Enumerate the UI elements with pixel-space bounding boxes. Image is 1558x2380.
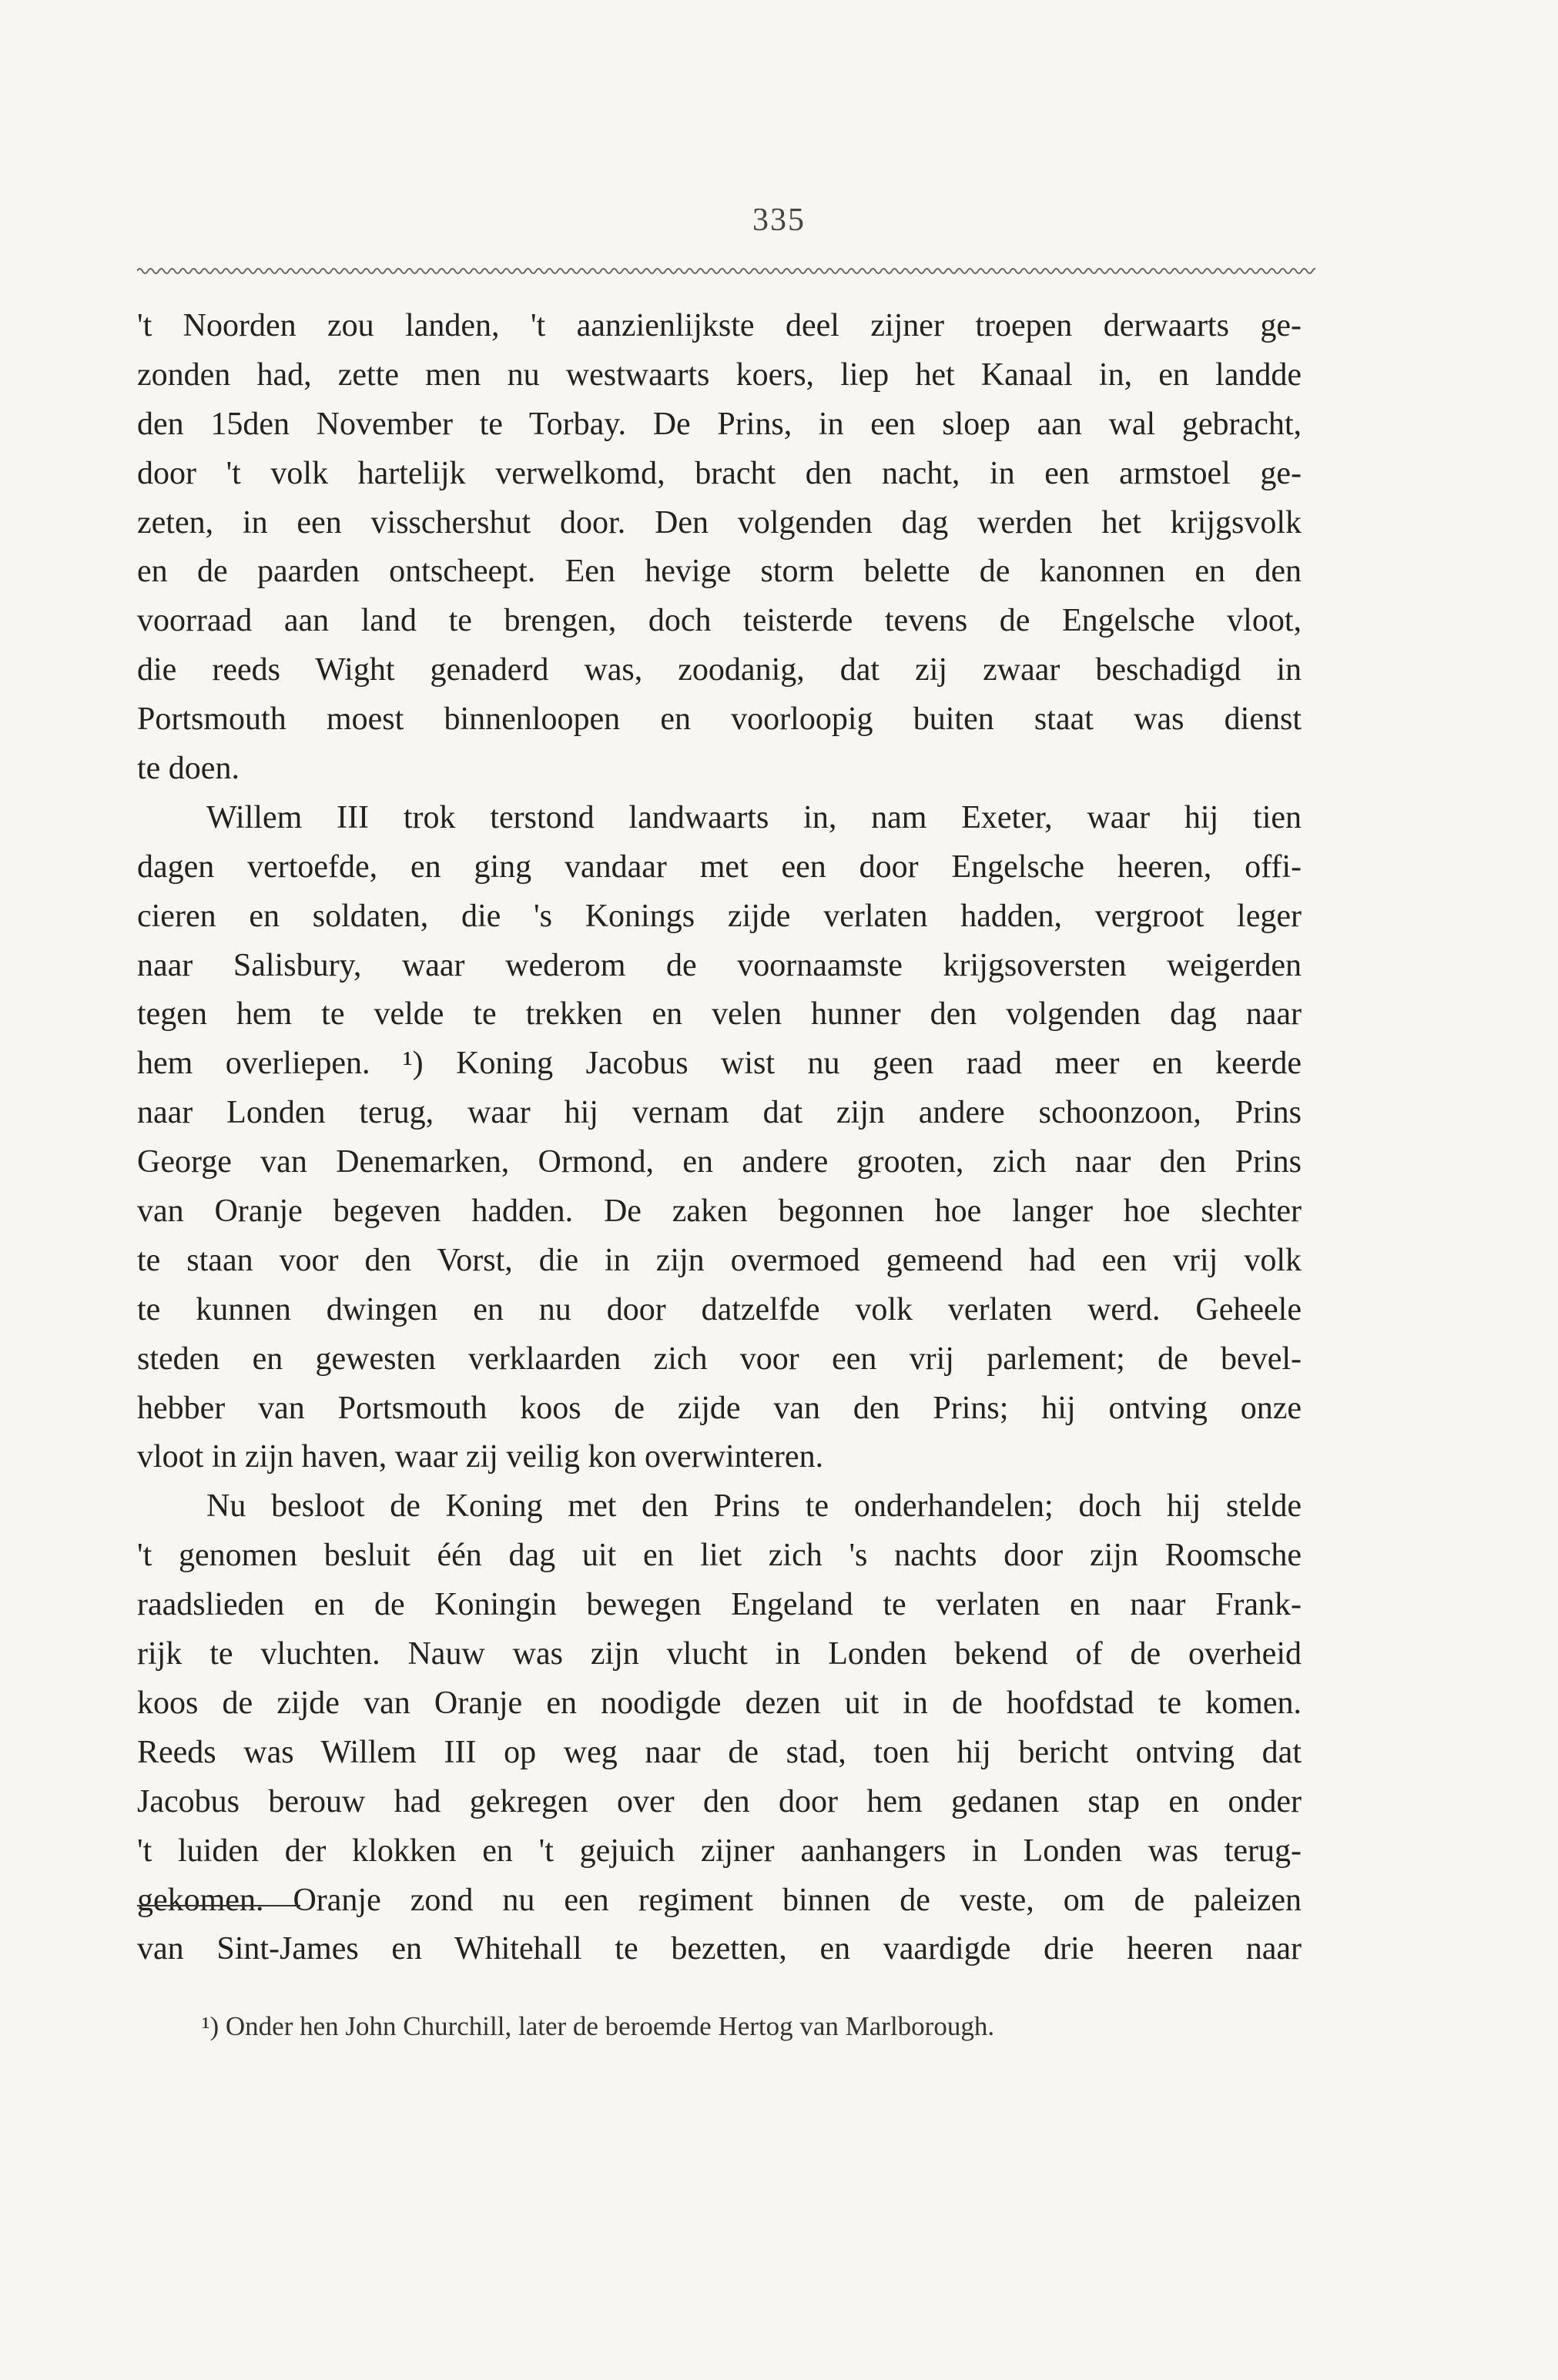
- text-line: Jacobus berouw had gekregen over den door hem gedanen stap en onder: [137, 1783, 1302, 1819]
- text-line: vloot in zijn haven, waar zij veilig kon overwinteren.: [137, 1439, 824, 1475]
- text-line: George van Denemarken, Ormond, en andere grooten, zich naar den Prins: [137, 1144, 1302, 1180]
- text-line: 't genomen besluit één dag uit en liet zich 's nachts door zijn Roomsche: [137, 1538, 1302, 1574]
- text-line: voorraad aan land te brengen, doch teisterde tevens de Engelsche vloot,: [137, 603, 1302, 639]
- text-line: Nu besloot de Koning met den Prins te onderhandelen; doch hij stelde: [206, 1488, 1302, 1525]
- text-line: rijk te vluchten. Nauw was zijn vlucht in Londen bekend of de overheid: [137, 1636, 1302, 1672]
- text-line: naar Londen terug, waar hij vernam dat zijn andere schoonzoon, Prins: [137, 1095, 1302, 1131]
- text-line: van Sint-James en Whitehall te bezetten, en vaardigde drie heeren naar: [137, 1931, 1302, 1967]
- text-line: zonden had, zette men nu westwaarts koers, liep het Kanaal in, en landde: [137, 356, 1302, 393]
- text-line: te kunnen dwingen en nu door datzelfde volk verlaten werd. Geheele: [137, 1291, 1302, 1327]
- text-line: naar Salisbury, waar wederom de voornaamste krijgsoversten weigerden: [137, 947, 1302, 983]
- page-number: 335: [752, 203, 806, 238]
- body-text: [137, 302, 1302, 1974]
- text-line: te doen.: [137, 751, 240, 787]
- text-line: en de paarden ontscheept. Een hevige storm belette de kanonnen en den: [137, 554, 1302, 590]
- text-line: dagen vertoefde, en ging vandaar met een door Engelsche heeren, offi-: [137, 849, 1302, 885]
- text-line: door 't volk hartelijk verwelkomd, bracht den nacht, in een armstoel ge-: [137, 455, 1302, 491]
- footnote: ¹) Onder hen John Churchill, later de beroemde Hertog van Marlborough.: [202, 2011, 995, 2041]
- footnote-rule: [137, 1905, 300, 1906]
- text-line: die reeds Wight genaderd was, zoodanig, dat zij zwaar beschadigd in: [137, 652, 1302, 688]
- text-line: te staan voor den Vorst, die in zijn overmoed gemeend had een vrij volk: [137, 1242, 1302, 1278]
- decorative-wavy-rule: [137, 266, 1315, 276]
- text-line: raadslieden en de Koningin bewegen Engeland te verlaten en naar Frank-: [137, 1587, 1302, 1623]
- text-line: van Oranje begeven hadden. De zaken begonnen hoe langer hoe slechter: [137, 1193, 1302, 1230]
- text-line: zeten, in een visschershut door. Den volgenden dag werden het krijgsvolk: [137, 504, 1302, 541]
- text-line: Willem III trok terstond landwaarts in, nam Exeter, waar hij tien: [206, 799, 1302, 835]
- text-line: gekomen. Oranje zond nu een regiment binnen de veste, om de paleizen: [137, 1882, 1302, 1918]
- text-line: hem overliepen. ¹) Koning Jacobus wist nu geen raad meer en keerde: [137, 1046, 1302, 1082]
- text-line: 't luiden der klokken en 't gejuich zijner aanhangers in Londen was terug-: [137, 1833, 1302, 1869]
- text-line: tegen hem te velde te trekken en velen hunner den volgenden dag naar: [137, 996, 1302, 1033]
- text-line: koos de zijde van Oranje en noodigde dezen uit in de hoofdstad te komen.: [137, 1685, 1302, 1721]
- text-line: Reeds was Willem III op weg naar de stad, toen hij bericht ontving dat: [137, 1734, 1302, 1770]
- text-line: steden en gewesten verklaarden zich voor een vrij parlement; de bevel-: [137, 1341, 1302, 1377]
- text-line: hebber van Portsmouth koos de zijde van den Prins; hij ontving onze: [137, 1390, 1302, 1426]
- text-line: Portsmouth moest binnenloopen en voorloopig buiten staat was dienst: [137, 701, 1302, 738]
- text-line: cieren en soldaten, die 's Konings zijde verlaten hadden, vergroot leger: [137, 898, 1302, 934]
- text-line: den 15den November te Torbay. De Prins, in een sloep aan wal gebracht,: [137, 406, 1302, 442]
- text-line: 't Noorden zou landen, 't aanzienlijkste deel zijner troepen derwaarts ge-: [137, 308, 1302, 343]
